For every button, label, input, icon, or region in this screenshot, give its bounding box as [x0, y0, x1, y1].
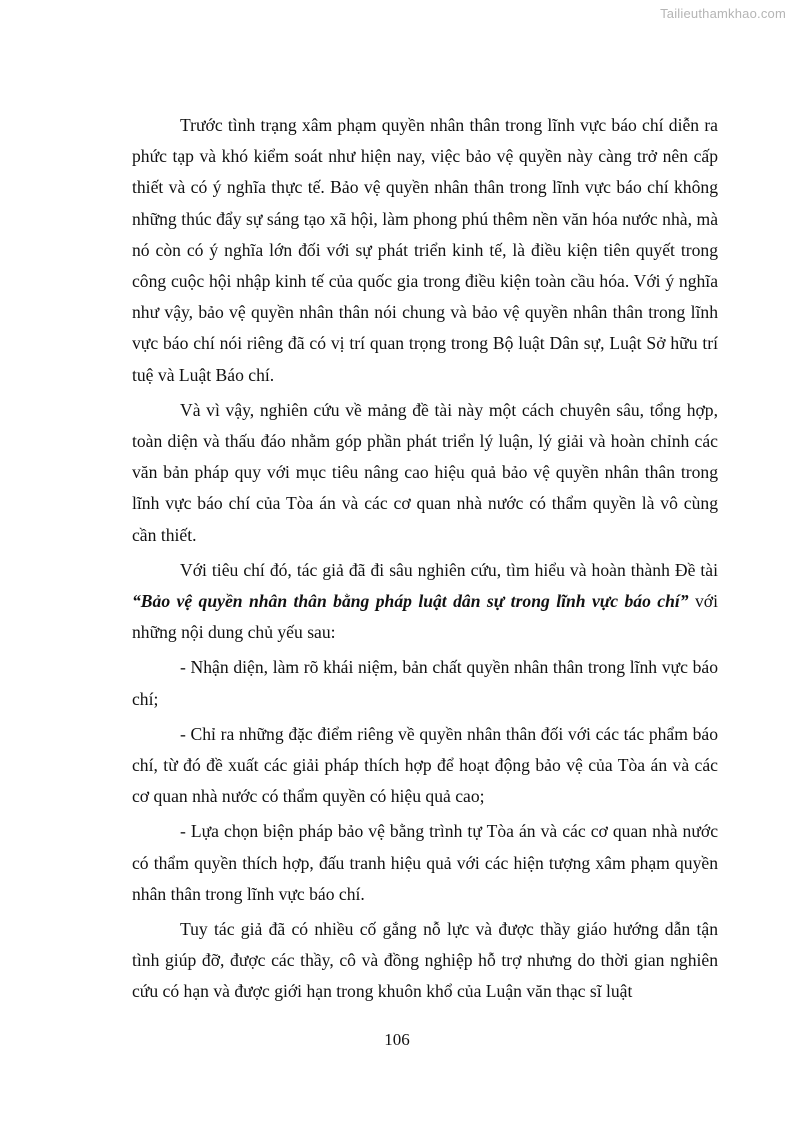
list-item-characteristics: - Chỉ ra những đặc điểm riêng về quyền nhân thân đối với các tác phẩm báo chí, từ đó đề xuất các giải pháp thích hợp để hoạt động bảo vệ của Tòa án và các cơ quan nhà nước có thẩm quyền có hiệu quả cao; — [132, 723, 718, 807]
thesis-topic-lead: Với tiêu chí đó, tác giả đã đi sâu nghiên cứu, tìm hiểu và hoàn thành Đề tài — [180, 559, 718, 580]
paragraph-limitations: Tuy tác giả đã có nhiều cố gắng nỗ lực và được thầy giáo hướng dẫn tận tình giúp đỡ, được các thầy, cô và đồng nghiệp hỗ trợ nhưng do thời gian nghiên cứu có hạn và được giới hạn trong khuôn khổ của Luận văn thạc sĩ luật — [132, 919, 718, 1002]
paragraph-thesis-topic — [132, 555, 718, 649]
list-item-protection-measures: - Lựa chọn biện pháp bảo vệ bằng trình tự Tòa án và các cơ quan nhà nước có thẩm quyền thích hợp, đấu tranh hiệu quả với các hiện tượng xâm phạm quyền nhân thân trong lĩnh vực báo chí. — [132, 821, 718, 904]
paragraph-research-need: Và vì vậy, nghiên cứu về mảng đề tài này một cách chuyên sâu, tổng hợp, toàn diện và thấu đáo nhằm góp phần phát triển lý luận, lý giải và hoàn chỉnh các văn bản pháp quy với mục tiêu nâng cao hiệu quả bảo vệ quyền nhân thân trong lĩnh vực báo chí của Tòa án và các cơ quan nhà nước có thẩm quyền là vô cùng cần thiết. — [132, 399, 718, 545]
paragraph-intro: Trước tình trạng xâm phạm quyền nhân thân trong lĩnh vực báo chí diễn ra phức tạp và khó kiểm soát như hiện nay, việc bảo vệ quyền này càng trở nên cấp thiết và có ý nghĩa thực tế. Bảo vệ quyền nhân thân trong lĩnh vực báo chí không những thúc đẩy sự sáng tạo xã hội, làm phong phú thêm nền văn hóa nước nhà, mà nó còn có ý nghĩa lớn đối với sự phát triển kinh tế, là điều kiện tiên quyết trong công cuộc hội nhập kinh tế của quốc gia trong điều kiện toàn cầu hóa. Với ý nghĩa như vậy, bảo vệ quyền nhân thân nói chung và bảo vệ quyền nhân thân trong lĩnh vực báo chí nói riêng đã có vị trí quan trọng trong Bộ luật Dân sự, Luật Sở hữu trí tuệ và Luật Báo chí. — [132, 115, 718, 385]
thesis-title: “Bảo vệ quyền nhân thân bằng pháp luật dân sự trong lĩnh vực báo chí” — [132, 591, 689, 612]
thesis-topic-tail: với những nội dung chủ yếu sau: — [132, 591, 718, 643]
list-item-identify-concept: - Nhận diện, làm rõ khái niệm, bản chất quyền nhân thân trong lĩnh vực báo chí; — [132, 657, 718, 709]
document-body — [132, 110, 718, 1008]
watermark-text: Tailieuthamkhao.com — [660, 6, 786, 21]
page-number: 106 — [384, 1030, 410, 1049]
